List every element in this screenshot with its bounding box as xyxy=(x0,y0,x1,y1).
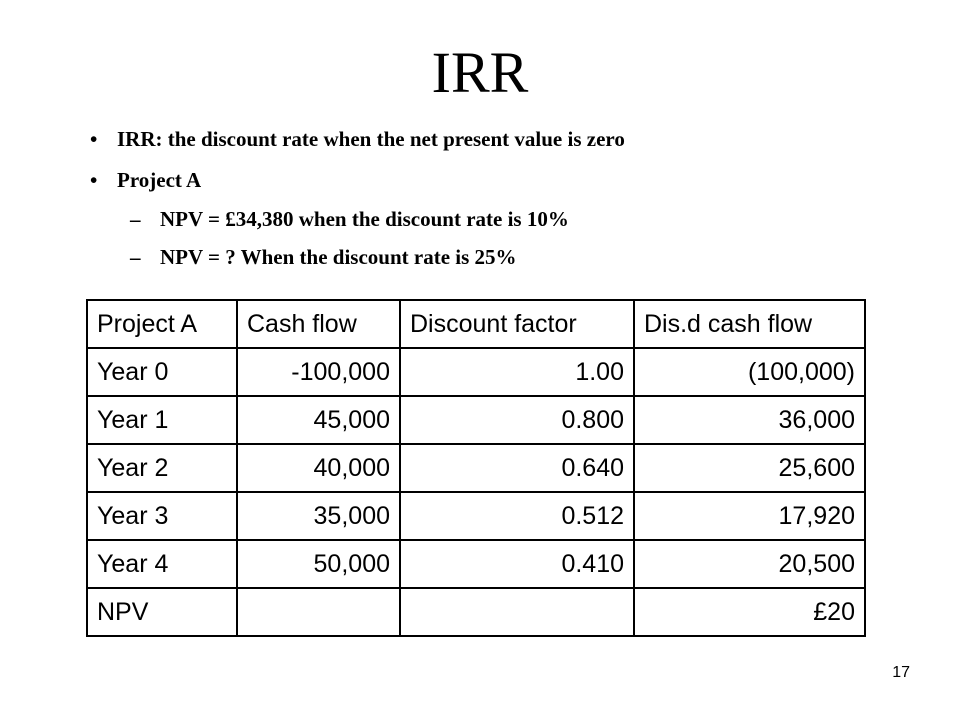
table-row xyxy=(87,396,865,444)
table-cell: Year 4 xyxy=(87,540,237,588)
table-cell-empty xyxy=(400,588,634,636)
header-cell-discount-factor: Discount factor xyxy=(400,300,634,348)
table-cell: 36,000 xyxy=(634,396,865,444)
table-cell: -100,000 xyxy=(237,348,400,396)
table-cell: 17,920 xyxy=(634,492,865,540)
header-cell-discounted-cash-flow: Dis.d cash flow xyxy=(634,300,865,348)
table-cell: 0.800 xyxy=(400,396,634,444)
table-cell: Year 3 xyxy=(87,492,237,540)
bullet-marker: • xyxy=(90,168,98,192)
table-cell: 0.410 xyxy=(400,540,634,588)
table-cell: Year 1 xyxy=(87,396,237,444)
sub-bullet-marker: – xyxy=(130,245,141,269)
table-cell: NPV xyxy=(87,588,237,636)
table-row-npv xyxy=(87,588,865,636)
table-cell: 40,000 xyxy=(237,444,400,492)
table-cell: Year 2 xyxy=(87,444,237,492)
table-cell: 50,000 xyxy=(237,540,400,588)
table-cell: 0.640 xyxy=(400,444,634,492)
table-cell: 25,600 xyxy=(634,444,865,492)
table-row xyxy=(87,348,865,396)
table-row xyxy=(87,540,865,588)
table-cell: 0.512 xyxy=(400,492,634,540)
sub-bullet-text-npv-10: NPV = £34,380 when the discount rate is 10% xyxy=(160,207,569,231)
table-cell: Year 0 xyxy=(87,348,237,396)
sub-bullet-text-npv-25: NPV = ? When the discount rate is 25% xyxy=(160,245,517,269)
table-cell: 35,000 xyxy=(237,492,400,540)
table-cell-empty xyxy=(237,588,400,636)
table-cell: 20,500 xyxy=(634,540,865,588)
page-number: 17 xyxy=(892,664,910,681)
table-cell: 45,000 xyxy=(237,396,400,444)
bullet-text-irr-definition: IRR: the discount rate when the net present value is zero xyxy=(117,127,625,151)
table-row xyxy=(87,444,865,492)
table-cell: (100,000) xyxy=(634,348,865,396)
table-row xyxy=(87,492,865,540)
slide-title: IRR xyxy=(431,40,529,105)
bullet-marker: • xyxy=(90,127,98,151)
discounted-cash-flow-table xyxy=(86,299,866,637)
table-header-row xyxy=(87,300,865,348)
bullet-text-project-a: Project A xyxy=(117,168,202,192)
table-cell-npv-value: £20 xyxy=(634,588,865,636)
table-cell: 1.00 xyxy=(400,348,634,396)
header-cell-cash-flow: Cash flow xyxy=(237,300,400,348)
header-cell-project: Project A xyxy=(87,300,237,348)
sub-bullet-marker: – xyxy=(130,207,141,231)
